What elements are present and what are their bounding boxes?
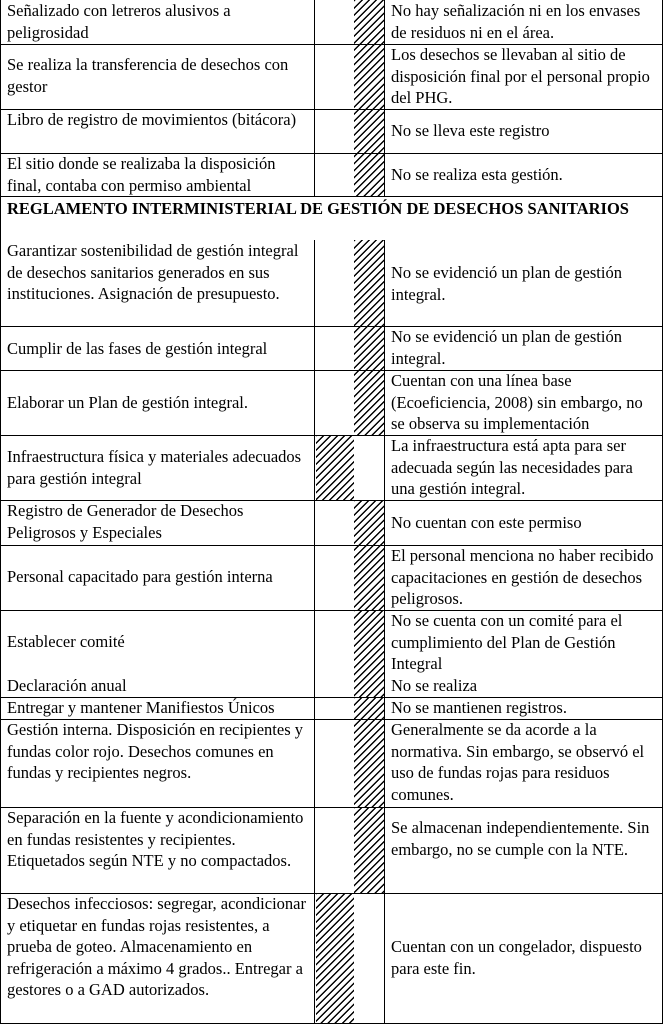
requirement-cell: Infraestructura física y materiales adecuados para gestión integral <box>7 447 302 488</box>
observation-cell: No se realiza <box>391 676 478 695</box>
table-row <box>0 240 663 326</box>
table-row <box>0 0 663 44</box>
observation-cell: No se lleva este registro <box>391 121 550 140</box>
observation-cell: Se almacenan independientemente. Sin embargo, no se cumple con la NTE. <box>391 818 650 859</box>
row-divider <box>0 326 663 327</box>
observation-cell: No hay señalización ni en los envases de residuos ni en el área. <box>391 1 641 42</box>
row-divider <box>0 500 663 501</box>
requirement-cell: Elaborar un Plan de gestión integral. <box>7 393 249 412</box>
hatched-mark <box>354 240 384 435</box>
hatched-mark <box>354 500 384 610</box>
requirement-cell: Cumplir de las fases de gestión integral <box>7 339 268 358</box>
observation-cell: Cuentan con una línea base (Ecoeficiencia, 2008) sin embargo, no se observa su implementación <box>391 371 643 433</box>
requirement-cell: Registro de Generador de Desechos Peligrosos y Especiales <box>7 501 244 542</box>
observation-cell: No se evidenció un plan de gestión integral. <box>391 327 622 368</box>
requirement-cell: Entregar y mantener Manifiestos Únicos <box>7 698 275 717</box>
requirement-cell: Declaración anual <box>7 676 127 695</box>
requirement-cell: Desechos infecciosos: segregar, acondicionar y etiquetar en fundas rojas resistentes, a prueba de goteo. Almacenamiento en refrigeración a máximo 4 grados.. Entregar a gestores o a GAD autorizados. <box>7 894 306 999</box>
observation-cell: Generalmente se da acorde a la normativa. Sin embargo, se observó el uso de fundas rojas para residuos comunes. <box>391 720 645 804</box>
section-header <box>0 196 663 240</box>
table-row <box>0 109 663 153</box>
hatched-mark <box>316 893 354 1024</box>
observation-cell: No cuentan con este permiso <box>391 513 582 532</box>
table-row <box>0 697 663 719</box>
requirement-cell: Garantizar sostenibilidad de gestión integral de desechos sanitarios generados en sus instituciones. Asignación de presupuesto. <box>7 241 299 303</box>
row-divider <box>0 807 663 808</box>
observation-cell: No se realiza esta gestión. <box>391 165 563 184</box>
table-row <box>0 545 663 610</box>
requirement-cell: El sitio donde se realizaba la disposición final, contaba con permiso ambiental <box>7 154 276 195</box>
row-divider <box>0 370 663 371</box>
row-divider <box>0 153 663 154</box>
hatched-mark <box>354 0 384 196</box>
requirement-cell: Señalizado con letreros alusivos a peligrosidad <box>7 1 231 42</box>
table-row <box>0 719 663 807</box>
hatched-mark <box>316 435 354 500</box>
section-title: REGLAMENTO INTERMINISTERIAL DE GESTIÓN DE DESECHOS SANITARIOS <box>7 199 629 218</box>
observation-cell: La infraestructura está apta para ser adecuada según las necesidades para una gestión integral. <box>391 436 633 498</box>
row-divider <box>0 44 663 45</box>
requirement-cell: Personal capacitado para gestión interna <box>7 567 273 586</box>
table-row <box>0 326 663 370</box>
row-divider <box>0 610 663 611</box>
table-row <box>0 370 663 435</box>
hatched-mark <box>354 610 384 697</box>
hatched-mark <box>354 697 384 807</box>
table-row <box>0 675 663 697</box>
requirement-cell: Se realiza la transferencia de desechos con gestor <box>7 55 289 96</box>
requirement-cell: Gestión interna. Disposición en recipientes y fundas color rojo. Desechos comunes en fundas y recipientes negros. <box>7 720 304 782</box>
observation-cell: El personal menciona no haber recibido capacitaciones en gestión de desechos peligrosos. <box>391 546 654 608</box>
observation-cell: Cuentan con un congelador, dispuesto para este fin. <box>391 937 642 978</box>
row-divider <box>0 545 663 546</box>
observation-cell: No se cuenta con un comité para el cumplimiento del Plan de Gestión Integral <box>391 611 623 673</box>
row-divider <box>0 196 663 197</box>
row-divider <box>0 719 663 720</box>
observation-cell: Los desechos se llevaban al sitio de disposición final por el personal propio del PHG. <box>391 45 650 107</box>
observation-cell: No se mantienen registros. <box>391 698 567 717</box>
table-row <box>0 44 663 109</box>
table-row <box>0 153 663 196</box>
row-divider <box>0 697 663 698</box>
row-divider <box>0 893 663 894</box>
observation-cell: No se evidenció un plan de gestión integral. <box>391 263 622 304</box>
table-row <box>0 807 663 893</box>
requirement-cell: Establecer comité <box>7 632 125 651</box>
requirement-cell: Libro de registro de movimientos (bitácora) <box>7 110 297 129</box>
row-divider <box>0 109 663 110</box>
table-row <box>0 610 663 675</box>
requirement-cell: Separación en la fuente y acondicionamiento en fundas resistentes y recipientes. Etiquetados según NTE y no compactados. <box>7 808 304 870</box>
row-divider <box>0 435 663 436</box>
hatched-mark <box>354 807 384 893</box>
table-row <box>0 500 663 545</box>
